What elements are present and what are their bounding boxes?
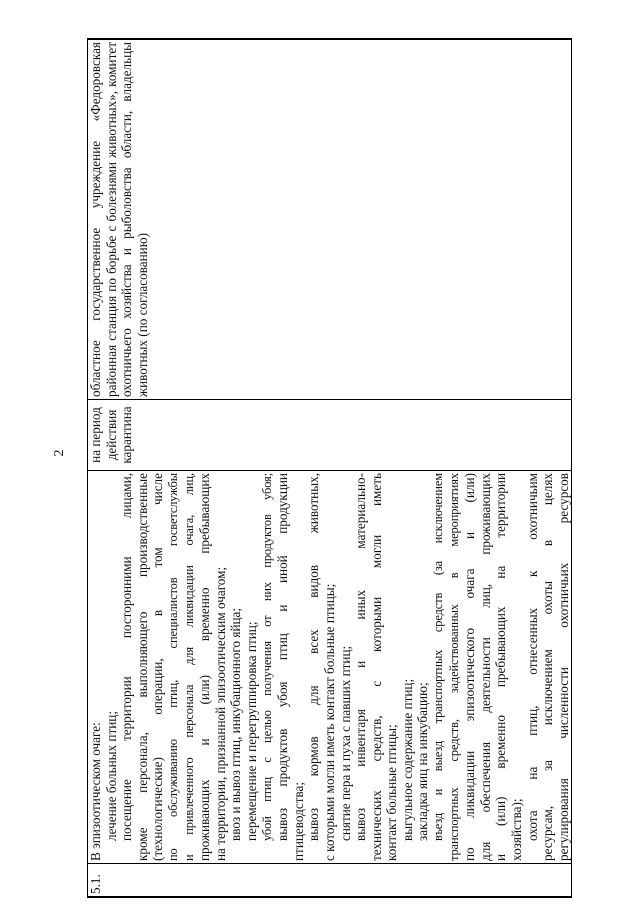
- measure-line: въезд и выезд транспортных средств (за исключением: [431, 473, 446, 841]
- measures-cell: [88, 471, 572, 864]
- page-number: 2: [52, 449, 67, 457]
- item-number-cell: 5.1.: [88, 864, 572, 898]
- measure-line: с которыми могли иметь контакт больные птицы;: [321, 583, 337, 861]
- measure-line: убой птиц с целью получения от них продуктов убоя;: [259, 473, 274, 841]
- measure-line: по обслуживанию птиц, специалистов госветслужбы: [165, 473, 180, 861]
- measure-line: по ликвидации эпизоотического очага и (или): [462, 473, 478, 861]
- measure-line: (технологические) операции, в том числе: [150, 473, 166, 861]
- measure-line: на территории, признанной эпизоотическим очагом;: [212, 566, 228, 861]
- table-row: [88, 39, 572, 897]
- measure-line: охота на птиц, отнесенных к охотничьим: [524, 473, 540, 841]
- measure-line: для обеспечения деятельности лиц, проживающих: [477, 473, 493, 861]
- measure-line: ввоз и вывоз птиц, инкубационного яйца;: [228, 607, 244, 841]
- measure-line: вывоз кормов для всех видов животных,: [306, 473, 322, 841]
- measure-line: перемещение и перегруппировка птиц;: [243, 621, 259, 841]
- measure-line: транспортных средств, задействованных в мероприятиях: [446, 473, 461, 861]
- measure-line: технических средств, с которыми могли иметь: [368, 473, 384, 861]
- measures-table: [87, 38, 572, 898]
- measure-line: хозяйства);: [509, 798, 525, 861]
- measure-line: контакт больные птицы;: [384, 724, 400, 861]
- measure-line: В эпизоотическом очаге:: [88, 722, 103, 861]
- measure-line: кроме персонала, выполняющего производственные: [134, 473, 150, 861]
- measure-line: вывоз инвентаря и иных материально-: [353, 473, 369, 841]
- measure-line: регулирования численности охотничьих ресурсов: [555, 473, 571, 861]
- period-cell: на период действия карантина: [88, 400, 572, 471]
- measure-line: снятие пера и пуха с павших птиц;: [337, 645, 353, 841]
- measure-line: птицеводства;: [290, 781, 306, 861]
- measure-line: и (или) временно пребывающих на территории: [493, 473, 509, 861]
- measure-line: проживающих и (или) временно пребывающих: [197, 473, 213, 861]
- measure-line: и привлеченного персонала для ликвидации очага, лиц,: [181, 473, 196, 861]
- measure-line: вывоз продуктов убоя птиц и иной продукции: [275, 473, 291, 841]
- measure-line: посещение территории посторонними лицами,: [119, 473, 135, 841]
- measure-line: закладка яиц на инкубацию;: [415, 682, 431, 841]
- measure-line: ресурсам, за исключением охоты в целях: [540, 473, 556, 861]
- measure-line: выгульное содержание птиц;: [399, 678, 415, 841]
- responsible-cell: областное государственное учреждение «Федоровская районная станция по борьбе с болезнями животных», комитет охотничьего хозяйства и рыболовства области, владельцы животных (по согласованию): [88, 39, 572, 400]
- measure-line: лечение больных птиц;: [103, 711, 119, 841]
